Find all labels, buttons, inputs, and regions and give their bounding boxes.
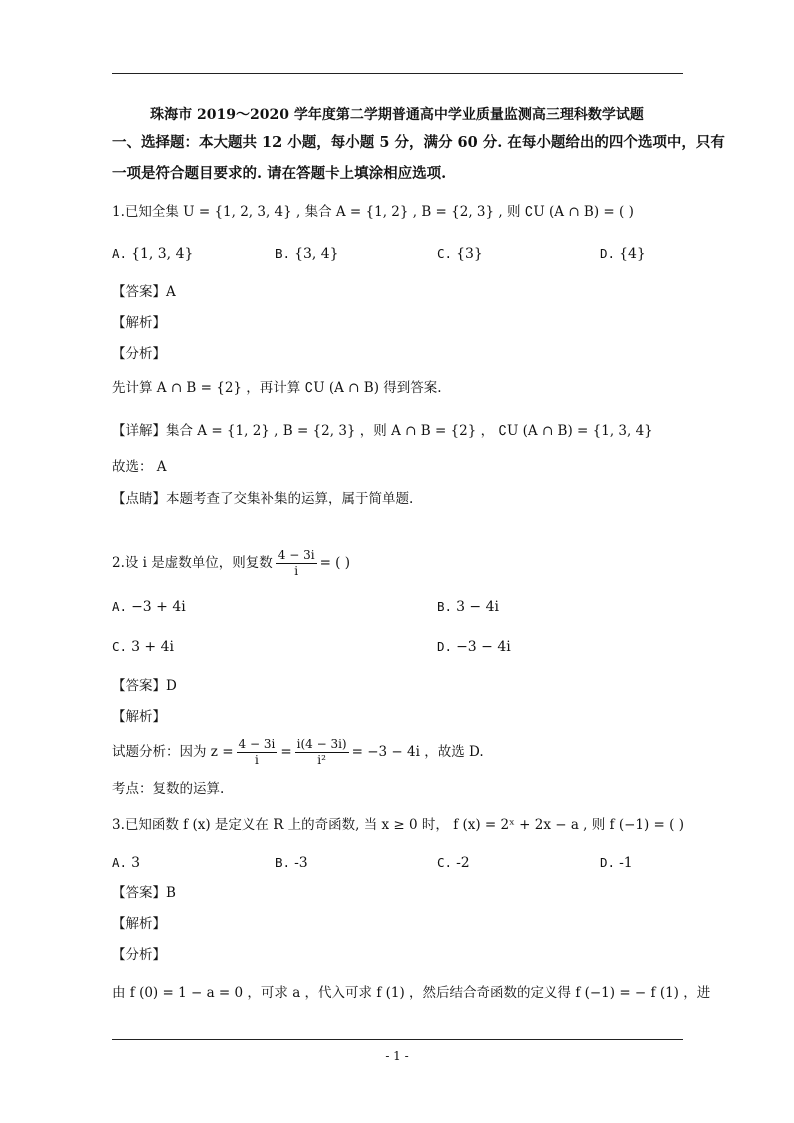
- q3-answer: 【答案】B: [112, 885, 176, 901]
- q1-option-d: D. {4}: [600, 246, 646, 262]
- q1-stem: 1.已知全集 U = {1, 2, 3, 4} , 集合 A = {1, 2} , B = {2, 3} , 则 ∁U (A ∩ B) = ( ): [112, 204, 634, 220]
- q3-option-d: D. -1: [600, 855, 633, 871]
- q3-stem: 3.已知函数 f (x) 是定义在 R 上的奇函数, 当 x ≥ 0 时， f (x) = 2ˣ + 2x − a , 则 f (−1) = ( ): [112, 817, 684, 833]
- q2-solution: 试题分析：因为 z = $\frac{4 - 3i}{i}$ = $\frac{i(4 - 3i)}{\text{i²}}$ = −3 − 4i ，故选 D.: [112, 737, 484, 767]
- bottom-rule: [112, 1039, 683, 1040]
- q1-analysis-title: 【解析】: [112, 315, 166, 331]
- page-title: 珠海市 2019～2020 学年度第二学期普通高中学业质量监测高三理科数学试题: [150, 107, 644, 123]
- q2-option-c: C. 3 + 4i: [112, 639, 174, 655]
- q1-option-b: B. {3, 4}: [275, 246, 339, 262]
- q1-answer: 【答案】A: [112, 284, 176, 300]
- q2-stem: 2.设 i 是虚数单位，则复数 $\frac{4 - 3i}{i}$ = ( ): [112, 548, 351, 578]
- q3-option-c: C. -2: [437, 855, 470, 871]
- q2-option-a: A. −3 + 4i: [112, 599, 186, 615]
- section-instructions-line-1: 一、选择题：本大题共 12 小题，每小题 5 分，满分 60 分. 在每小题给出的四个选项中，只有: [112, 134, 725, 151]
- q3-fenxi-title: 【分析】: [112, 947, 166, 963]
- q3-analysis-title: 【解析】: [112, 916, 166, 932]
- page-number: - 1 -: [385, 1049, 409, 1063]
- q1-option-c: C. {3}: [437, 246, 483, 262]
- q2-solution-fraction-2: $\frac{i(4 - 3i)}{\text{i²}}$: [296, 737, 347, 767]
- q1-fenxi-text: 先计算 A ∩ B = {2} ，再计算 ∁U (A ∩ B) 得到答案.: [112, 380, 442, 396]
- q2-option-d: D. −3 − 4i: [437, 639, 511, 655]
- q2-option-b: B. 3 − 4i: [437, 599, 499, 615]
- q1-detail: 【详解】集合 A = {1, 2} , B = {2, 3} ，则 A ∩ B = {2} ， ∁U (A ∩ B) = {1, 3, 4}: [112, 423, 653, 439]
- q1-option-a: A. {1, 3, 4}: [112, 246, 194, 262]
- q2-fraction: $\frac{4 - 3i}{i}$: [277, 548, 315, 578]
- q1-fenxi-title: 【分析】: [112, 346, 166, 362]
- q2-answer: 【答案】D: [112, 678, 177, 694]
- q3-option-b: B. -3: [275, 855, 308, 871]
- q3-fenxi-text: 由 f (0) = 1 − a = 0 ，可求 a ，代入可求 f (1) ，然后结合奇函数的定义得 f (−1) = − f (1) ，进: [112, 985, 711, 1001]
- section-instructions-line-2: 一项是符合题目要求的. 请在答题卡上填涂相应选项.: [112, 165, 447, 182]
- q2-solution-fraction-1: $\frac{4 - 3i}{i}$: [238, 737, 276, 767]
- q2-analysis-title: 【解析】: [112, 709, 166, 725]
- q2-kaodian: 考点：复数的运算.: [112, 781, 225, 797]
- q1-choose: 故选： A: [112, 459, 167, 475]
- q3-option-a: A. 3: [112, 855, 140, 871]
- q1-comment: 【点睛】本题考查了交集补集的运算，属于简单题.: [112, 491, 414, 507]
- top-rule: [112, 73, 683, 74]
